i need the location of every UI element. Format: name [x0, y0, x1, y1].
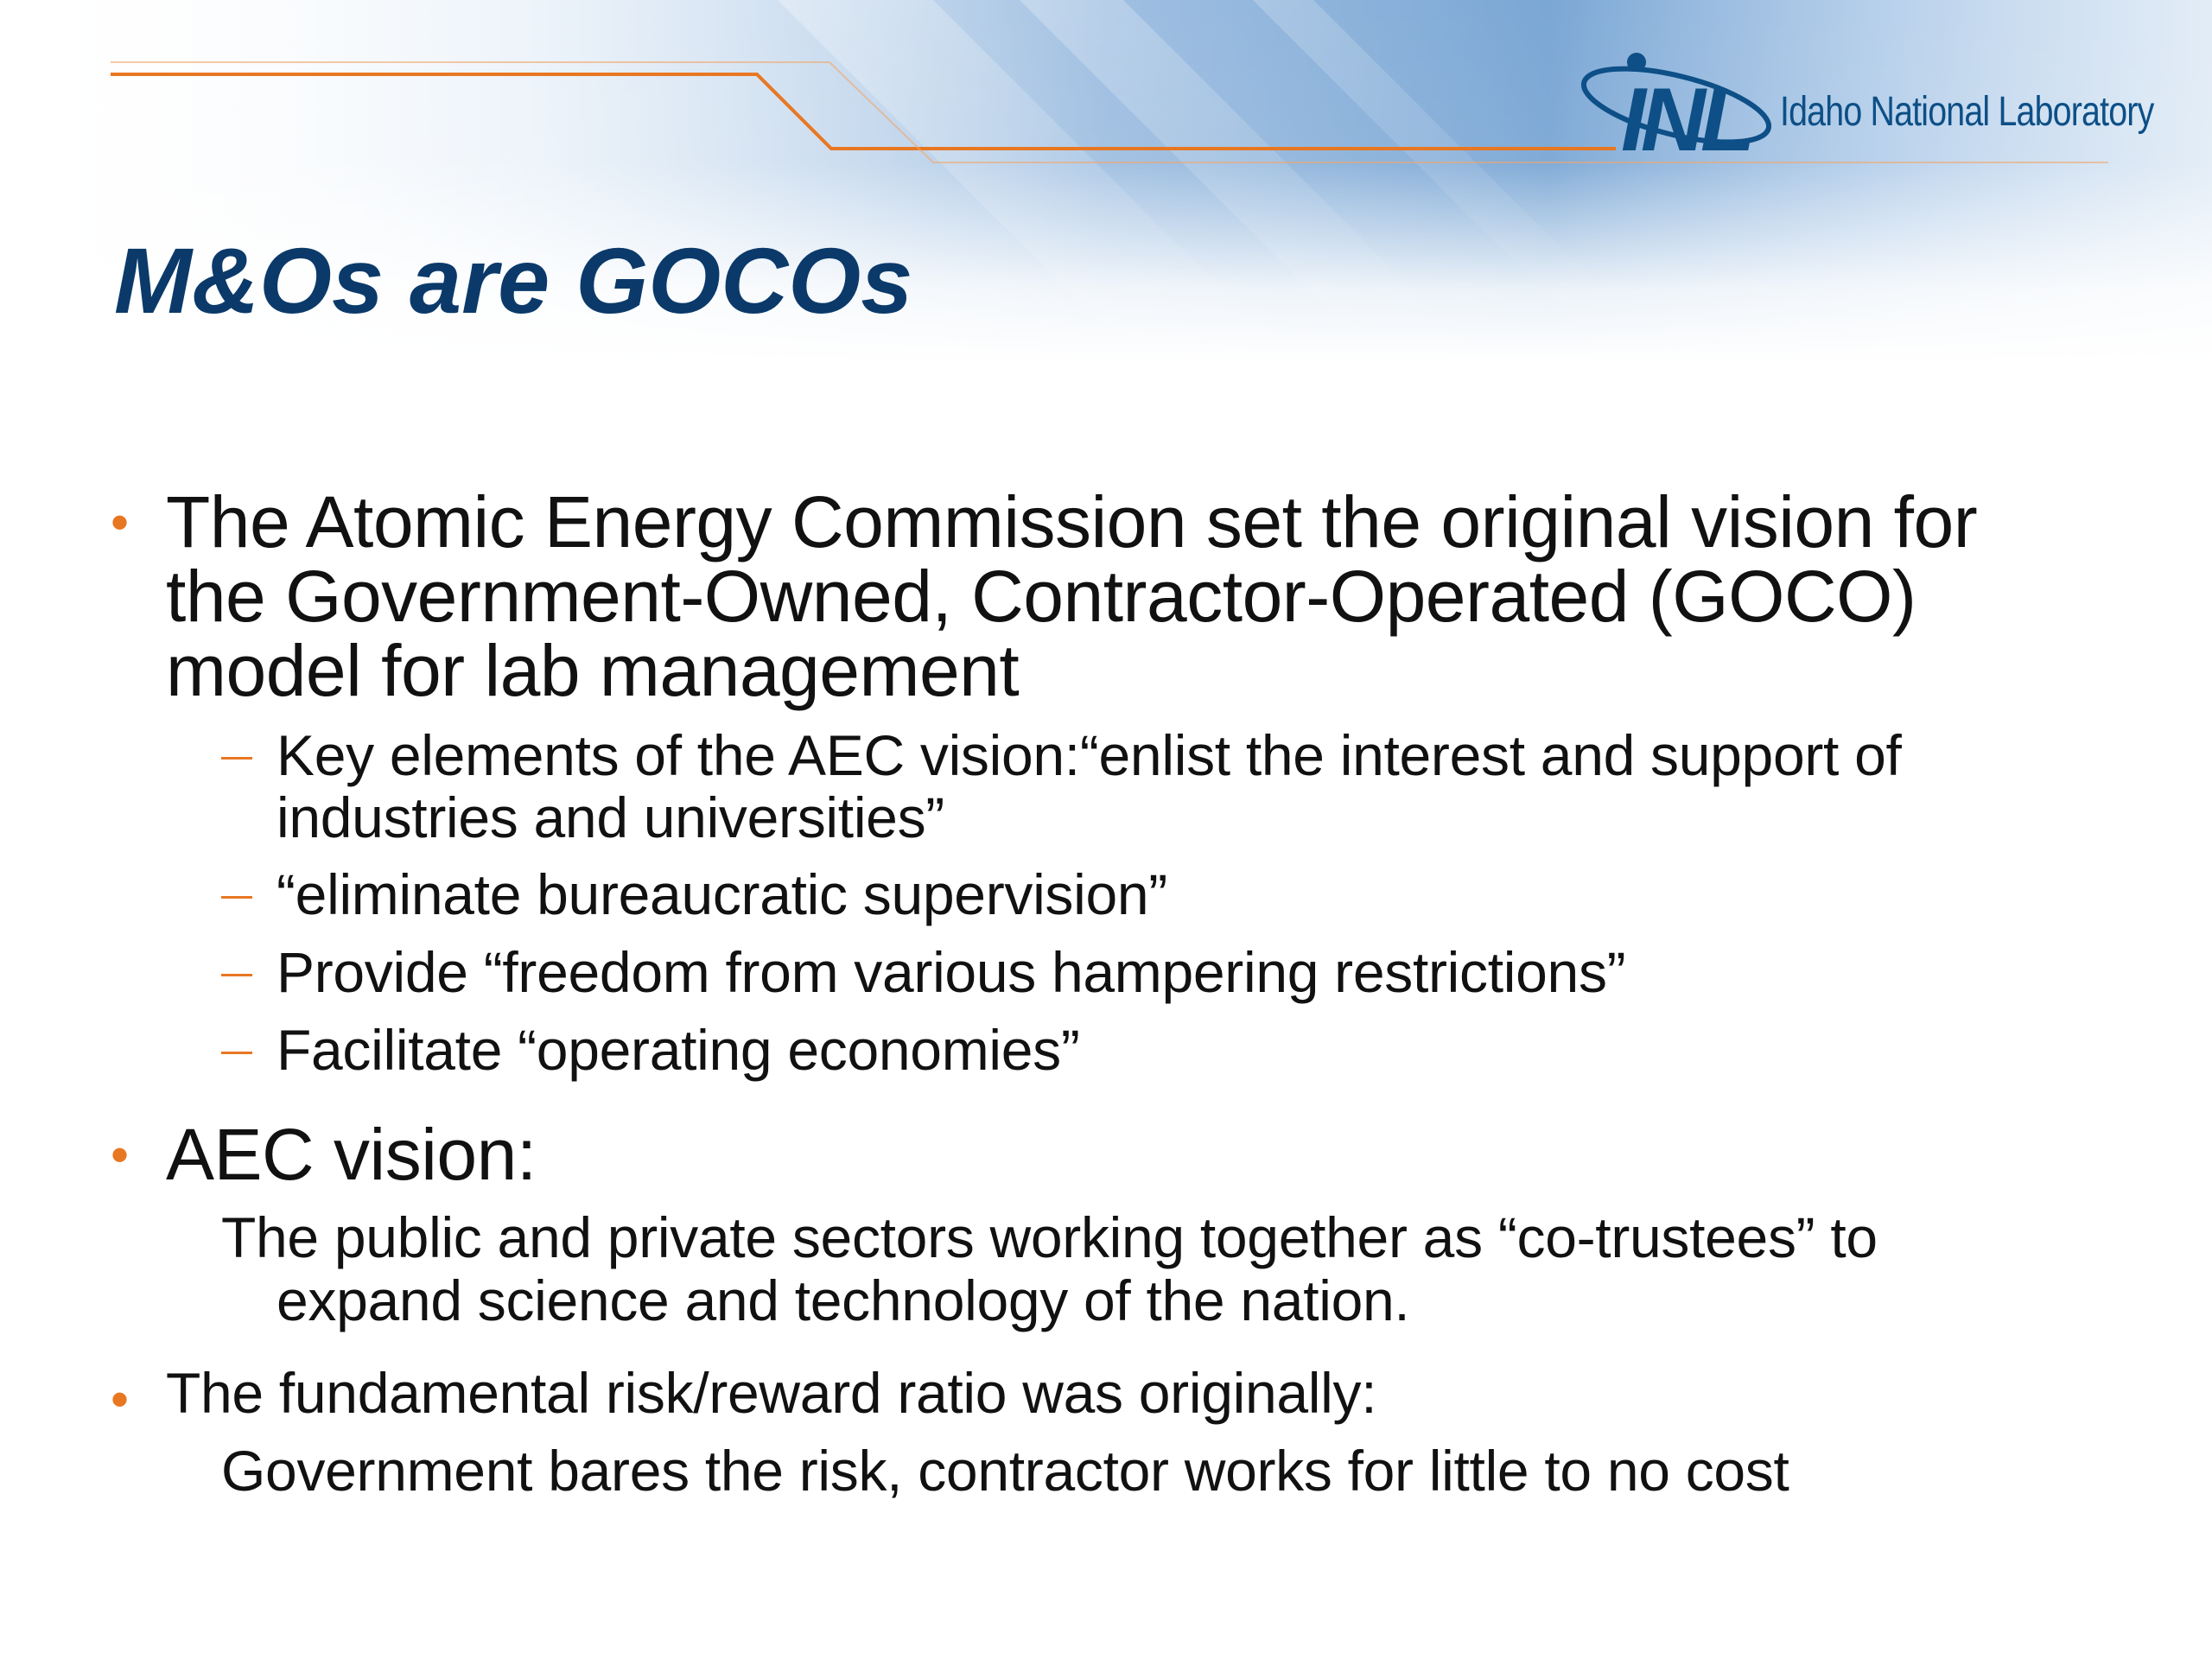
bullet-3-line-1: The fundamental risk/reward ratio was originally:	[166, 1361, 1377, 1425]
sub-item-1-line-1: Key elements of the AEC vision:“enlist the interest and support of	[276, 723, 1902, 787]
sub-bullet-dash	[221, 896, 252, 899]
bullet-2-line-1: AEC vision:	[166, 1114, 537, 1195]
slide-title: M&Os are GOCOs	[114, 228, 913, 333]
sub-bullet-dash	[221, 1052, 252, 1054]
bullet-1-line-2: the Government-Owned, Contractor-Operated (GOCO)	[166, 556, 1916, 637]
sub-item-2: “eliminate bureaucratic supervision”	[276, 862, 1167, 926]
sub-item-3: Provide “freedom from various hampering restrictions”	[276, 940, 1626, 1004]
bullet-1-line-1: The Atomic Energy Commission set the original vision for	[166, 481, 1978, 563]
bullet-3-body-line-1: Government bares the risk, contractor works for little to no cost	[221, 1439, 1789, 1503]
bullet-marker: •	[111, 1126, 130, 1184]
bullet-2-body-line-1: The public and private sectors working together as “co-trustees” to	[221, 1205, 1878, 1269]
sub-bullet-dash	[221, 974, 252, 976]
bullet-1-line-3: model for lab management	[166, 630, 1020, 711]
sub-item-4: Facilitate “operating economies”	[276, 1018, 1080, 1082]
bullet-marker: •	[111, 1370, 130, 1428]
bullet-2-body-line-2: expand science and technology of the nation.	[276, 1268, 1410, 1332]
logo-org-name: Idaho National Laboratory	[1780, 89, 2154, 135]
sub-item-1-line-2: industries and universities”	[276, 785, 944, 849]
bullet-marker: •	[111, 493, 130, 551]
sub-bullet-dash	[221, 757, 252, 760]
logo-mark-text: INL	[1621, 70, 1751, 162]
